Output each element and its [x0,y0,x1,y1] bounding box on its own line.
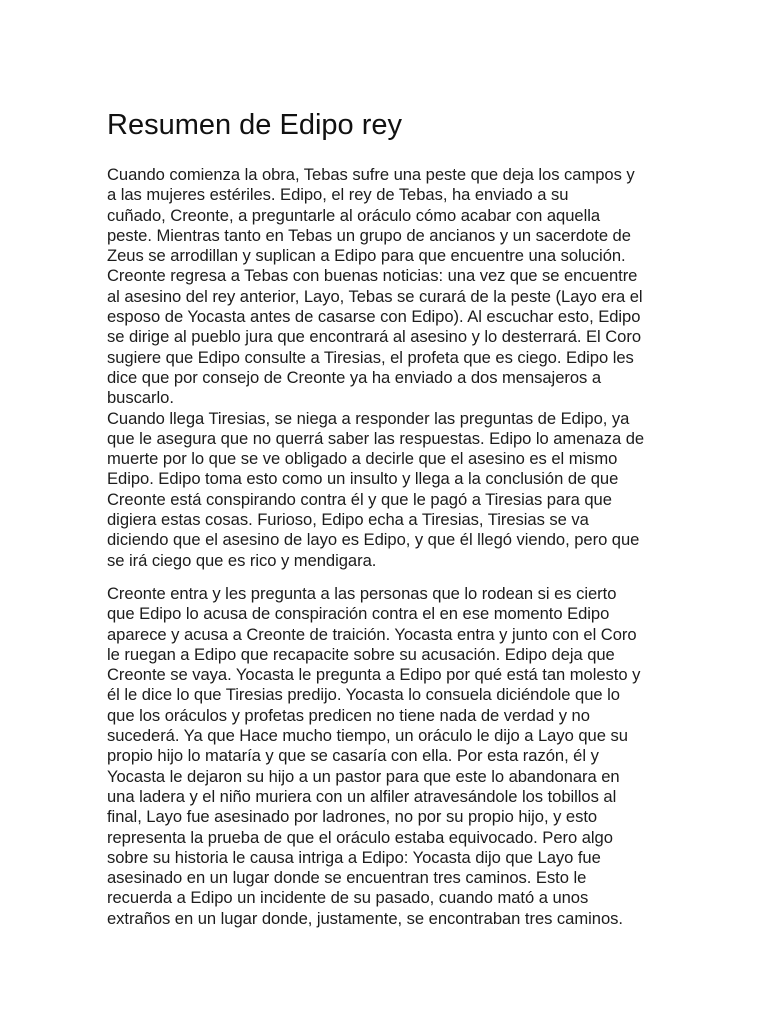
text-line: diciendo que el asesino de layo es Edipo, y que él llegó viendo, pero que [107,530,640,550]
text-line: Yocasta le dejaron su hijo a un pastor para que este lo abandonara en [107,766,620,786]
text-line: Creonte regresa a Tebas con buenas noticias: una vez que se encuentre [107,266,638,286]
text-line: final, Layo fue asesinado por ladrones, no por su propio hijo, y esto [107,807,598,827]
text-line: esposo de Yocasta antes de casarse con Edipo). Al escuchar esto, Edipo [107,307,641,327]
text-line: que le asegura que no querrá saber las respuestas. Edipo lo amenaza de [107,428,645,448]
text-line: se irá ciego que es rico y mendigara. [107,550,377,570]
text-line: que Edipo lo acusa de conspiración contra el en ese momento Edipo [107,604,610,624]
text-line: Edipo. Edipo toma esto como un insulto y llega a la conclusión de que [107,469,619,489]
text-line: a las mujeres estériles. Edipo, el rey de Tebas, ha enviado a su [107,185,569,205]
text-line: sugiere que Edipo consulte a Tiresias, el profeta que es ciego. Edipo les [107,347,634,367]
text-line: digiera estas cosas. Furioso, Edipo echa a Tiresias, Tiresias se va [107,510,589,530]
text-line: cuñado, Creonte, a preguntarle al oráculo cómo acabar con aquella [107,205,601,225]
text-line: una ladera y el niño muriera con un alfiler atravesándole los tobillos al [107,786,617,806]
paragraph-1 [107,165,667,571]
document-title: Resumen de Edipo rey [107,109,402,141]
text-line: Cuando comienza la obra, Tebas sufre una peste que deja los campos y [107,165,635,184]
text-line: asesinado en un lugar donde se encuentran tres caminos. Esto le [107,868,587,888]
text-line: Creonte está conspirando contra él y que le pagó a Tiresias para que [107,489,612,509]
text-line: muerte por lo que se ve obligado a decirle que el asesino es el mismo [107,449,618,469]
text-line: peste. Mientras tanto en Tebas un grupo de ancianos y un sacerdote de [107,225,631,245]
text-line: buscarlo. [107,388,174,408]
text-line: extraños en un lugar donde, justamente, se encontraban tres caminos. [107,908,623,928]
text-line: se dirige al pueblo jura que encontrará al asesino y lo desterrará. El Coro [107,327,642,347]
text-line: representa la prueba de que el oráculo estaba equivocado. Pero algo [107,827,613,847]
text-line: sucederá. Ya que Hace mucho tiempo, un oráculo le dijo a Layo que su [107,726,628,746]
text-line: Zeus se arrodillan y suplican a Edipo para que encuentre una solución. [107,246,626,266]
text-line: él le dice lo que Tiresias predijo. Yocasta lo consuela diciéndole que lo [107,685,620,705]
paragraph-2 [107,584,667,929]
text-line: Cuando llega Tiresias, se niega a responder las preguntas de Edipo, ya [107,408,630,428]
text-line: al asesino del rey anterior, Layo, Tebas se curará de la peste (Layo era el [107,286,643,306]
text-line: dice que por consejo de Creonte ya ha enviado a dos mensajeros a [107,367,602,387]
text-line: Creonte entra y les pregunta a las personas que lo rodean si es cierto [107,584,617,603]
text-line: aparece y acusa a Creonte de traición. Yocasta entra y junto con el Coro [107,624,637,644]
text-line: le ruegan a Edipo que recapacite sobre su acusación. Edipo deja que [107,644,615,664]
text-line: propio hijo lo mataría y que se casaría con ella. Por esta razón, él y [107,746,599,766]
text-line: que los oráculos y profetas predicen no tiene nada de verdad y no [107,705,590,725]
text-line: sobre su historia le causa intriga a Edipo: Yocasta dijo que Layo fue [107,847,601,867]
text-line: Creonte se vaya. Yocasta le pregunta a Edipo por qué está tan molesto y [107,665,641,685]
text-line: recuerda a Edipo un incidente de su pasado, cuando mató a unos [107,888,589,908]
